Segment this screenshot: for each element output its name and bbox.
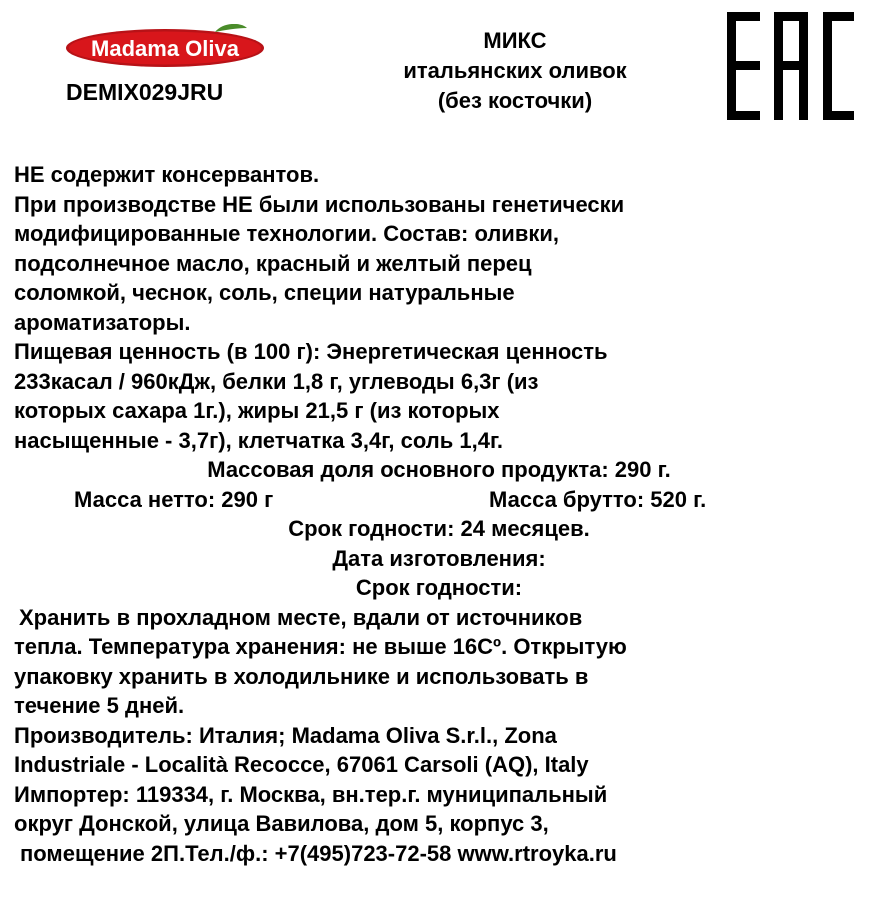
eac-certification-mark xyxy=(727,12,854,120)
product-title xyxy=(335,26,695,116)
text-line: Industriale - Località Recocce, 67061 Carsoli (AQ), Italy xyxy=(14,752,589,777)
leaf-icon xyxy=(215,24,247,32)
text-line: помещение 2П.Тел./ф.: +7(495)723-72-58 www.rtroyka.ru xyxy=(20,840,617,866)
title-line: итальянских оливок xyxy=(403,58,627,83)
text-line: НЕ содержит консервантов. xyxy=(14,162,320,187)
text-line: 233касал / 960кДж, белки 1,8 г, углеводы 6,3г (из xyxy=(14,368,539,394)
expiry-date: Срок годности: xyxy=(355,575,523,600)
text-line: насыщенные - 3,7г), клетчатка 3,4г, соль 1,4г. xyxy=(14,427,504,453)
net-weight: Масса нетто: 290 г xyxy=(74,486,274,512)
brand-name: Madama Oliva xyxy=(91,36,239,61)
text-line: Хранить в прохладном месте, вдали от источников xyxy=(19,604,583,630)
brand-logo xyxy=(65,24,265,68)
title-line: (без косточки) xyxy=(437,88,593,113)
text-line: При производстве НЕ были использованы генетически xyxy=(14,191,625,217)
text-line: округ Донской, улица Вавилова, дом 5, корпус 3, xyxy=(14,811,549,836)
text-line: упаковку хранить в холодильнике и использовать в xyxy=(14,663,589,689)
text-line: ароматизаторы. xyxy=(14,309,191,335)
text-line: течение 5 дней. xyxy=(14,693,185,718)
text-line: Пищевая ценность (в 100 г): Энергетическая ценность xyxy=(14,339,608,364)
weights-row xyxy=(14,485,864,515)
main-product-share: Массовая доля основного продукта: 290 г. xyxy=(207,457,671,482)
brand-logo-badge xyxy=(65,24,265,68)
text-line: подсолнечное масло, красный и желтый перец xyxy=(14,250,532,276)
title-line: МИКС xyxy=(483,28,547,53)
text-line: Производитель: Италия; Madama Oliva S.r.l., Zona xyxy=(14,722,557,748)
production-date: Дата изготовления: xyxy=(332,545,546,571)
text-line: которых сахара 1г.), жиры 21,5 г (из которых xyxy=(14,398,500,423)
sku-code: DEMIX029JRU xyxy=(66,79,224,105)
text-line: модифицированные технологии. Состав: оливки, xyxy=(14,221,560,246)
eac-icon xyxy=(727,12,854,120)
label-text xyxy=(14,160,864,868)
text-line: соломкой, чеснок, соль, специи натуральные xyxy=(14,280,515,305)
text-line: тепла. Температура хранения: не выше 16Cº. Открытую xyxy=(14,634,627,659)
gross-weight: Масса брутто: 520 г. xyxy=(489,486,707,512)
text-line: Импортер: 119334, г. Москва, вн.тер.г. муниципальный xyxy=(14,781,608,807)
shelf-life: Срок годности: 24 месяцев. xyxy=(288,516,590,541)
